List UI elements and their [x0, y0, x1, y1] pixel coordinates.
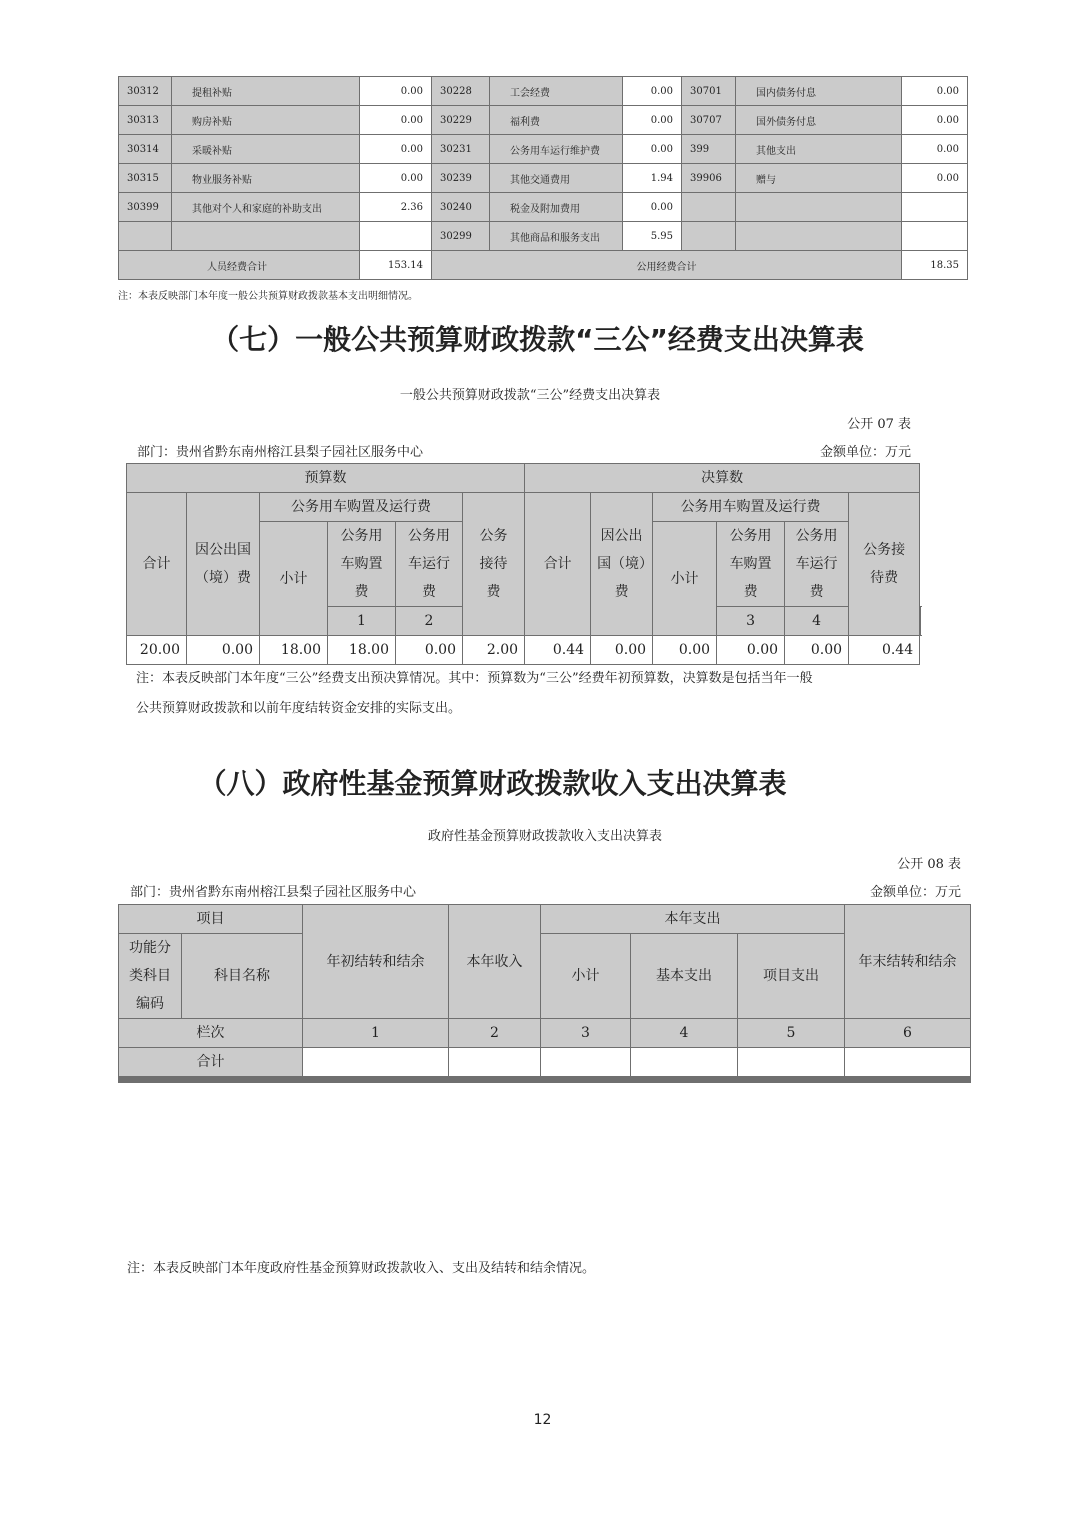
- table-cell: [360, 222, 432, 251]
- column-number: 2: [449, 1019, 541, 1048]
- budget-car-header: 公务用车购置及运行费: [260, 493, 463, 522]
- column-number: 5: [738, 1019, 845, 1048]
- value-cell: 0.44: [525, 636, 591, 665]
- final-header: 决算数: [525, 464, 920, 493]
- page-number: 12: [533, 1412, 552, 1428]
- basic-expenditure-table: [118, 76, 968, 280]
- column-number: 4: [785, 607, 849, 636]
- budget-car-subtotal-header: 小计: [260, 522, 328, 636]
- end-balance-header: 年末结转和结余: [845, 905, 971, 1019]
- table-cell: 30399: [119, 193, 172, 222]
- table-row: [119, 1082, 971, 1083]
- final-reception-header: 公务接待费: [849, 493, 920, 636]
- table-cell: [736, 222, 902, 251]
- table-cell: 其他对个人和家庭的补助支出: [172, 193, 360, 222]
- table-cell: 2.36: [360, 193, 432, 222]
- name-header: 科目名称: [182, 934, 303, 1019]
- expense-header: 本年支出: [541, 905, 845, 934]
- table-cell: 提租补贴: [172, 77, 360, 106]
- table-cell: 1.94: [623, 164, 682, 193]
- budget-abroad-header: 因公出国（境）费: [187, 493, 260, 636]
- empty-cell: [845, 1082, 971, 1083]
- column-number: 3: [717, 607, 785, 636]
- value-cell: 0.00: [785, 636, 849, 665]
- table-cell: 国内债务付息: [736, 77, 902, 106]
- table-cell: 0.00: [623, 106, 682, 135]
- table-cell: 0.00: [902, 77, 968, 106]
- section7-unit: 金额单位：万元: [819, 445, 911, 460]
- table-cell: 399: [682, 135, 736, 164]
- value-cell: 2.00: [463, 636, 525, 665]
- section8-dept: 部门：贵州省黔东南州榕江县梨子园社区服务中心: [130, 885, 417, 900]
- table-cell: 0.00: [902, 106, 968, 135]
- basic-expense-header: 基本支出: [631, 934, 738, 1019]
- gov-fund-table: [118, 904, 971, 1083]
- table-cell: 0.00: [623, 193, 682, 222]
- value-cell: 18.00: [260, 636, 328, 665]
- expense-subtotal-header: 小计: [541, 934, 631, 1019]
- table-row: [119, 77, 968, 106]
- table-cell: 30240: [432, 193, 490, 222]
- table-cell: 采暖补贴: [172, 135, 360, 164]
- empty-cell: [119, 1082, 182, 1083]
- empty-cell: [182, 1082, 303, 1083]
- table-cell: 0.00: [360, 164, 432, 193]
- table-cell: 国外债务付息: [736, 106, 902, 135]
- column-number: 4: [631, 1019, 738, 1048]
- value-cell: 20.00: [127, 636, 187, 665]
- value-cell: 0.00: [396, 636, 463, 665]
- column-number: 6: [845, 1019, 971, 1048]
- empty-cell: [631, 1082, 738, 1083]
- table-cell: 30231: [432, 135, 490, 164]
- table-cell: 30239: [432, 164, 490, 193]
- table-cell: 30314: [119, 135, 172, 164]
- final-car-buy-header: 公务用车购置费: [717, 522, 785, 607]
- total-label: 合计: [119, 1048, 303, 1077]
- final-car-header: 公务用车购置及运行费: [653, 493, 849, 522]
- table-cell: 福利费: [490, 106, 623, 135]
- table-cell: 30313: [119, 106, 172, 135]
- table-cell: 30312: [119, 77, 172, 106]
- table-cell: 30299: [432, 222, 490, 251]
- table-cell: 30229: [432, 106, 490, 135]
- table-cell: 0.00: [623, 135, 682, 164]
- table-row: [119, 106, 968, 135]
- table-cell: 购房补贴: [172, 106, 360, 135]
- section7-note-line1: 注：本表反映部门本年度“三公”经费支出预决算情况。其中：预算数为“三公”经费年初预算数，决算数是包括当年一般: [136, 671, 813, 686]
- value-cell: 0.44: [849, 636, 920, 665]
- budget-car-run-header: 公务用车运行费: [396, 522, 463, 607]
- budget-car-buy-header: 公务用车购置费: [328, 522, 396, 607]
- table-cell: 其他交通费用: [490, 164, 623, 193]
- table-row: [119, 193, 968, 222]
- table-cell: 物业服务补贴: [172, 164, 360, 193]
- table-cell: 其他商品和服务支出: [490, 222, 623, 251]
- project-expense-header: 项目支出: [738, 934, 845, 1019]
- section7-heading: （七）一般公共预算财政拨款“三公”经费支出决算表: [211, 323, 864, 356]
- values-row: [127, 636, 921, 665]
- section8-unit: 金额单位：万元: [869, 885, 961, 900]
- table-cell: 税金及附加费用: [490, 193, 623, 222]
- section7-table-title: 一般公共预算财政拨款“三公”经费支出决算表: [399, 388, 661, 403]
- section7-table-no: 公开 07 表: [847, 417, 911, 432]
- table-cell: 0.00: [902, 164, 968, 193]
- table-cell: [682, 193, 736, 222]
- table-cell: [172, 222, 360, 251]
- table-cell: 30315: [119, 164, 172, 193]
- table-cell: 0.00: [902, 135, 968, 164]
- table-cell: 0.00: [360, 135, 432, 164]
- value-cell: 0.00: [591, 636, 653, 665]
- table-cell: 公务用车运行维护费: [490, 135, 623, 164]
- table-cell: 5.95: [623, 222, 682, 251]
- income-header: 本年收入: [449, 905, 541, 1019]
- table-cell: [736, 193, 902, 222]
- item-header: 项目: [119, 905, 303, 934]
- table-cell: 39906: [682, 164, 736, 193]
- total-row: [119, 1048, 971, 1077]
- table-cell: [902, 222, 968, 251]
- personnel-total-value: 153.14: [360, 251, 432, 280]
- empty-cell: [303, 1082, 449, 1083]
- section8-table-no: 公开 08 表: [897, 857, 961, 872]
- personnel-total-label: 人员经费合计: [119, 251, 360, 280]
- code-header: 功能分类科目编码: [119, 934, 182, 1019]
- final-abroad-header: 因公出国（境）费: [591, 493, 653, 636]
- table-cell: 30228: [432, 77, 490, 106]
- table-cell: 0.00: [623, 77, 682, 106]
- value-cell: 18.00: [328, 636, 396, 665]
- public-total-value: 18.35: [902, 251, 968, 280]
- column-number: 3: [541, 1019, 631, 1048]
- column-number-row: [119, 1019, 971, 1048]
- column-number: 1: [303, 1019, 449, 1048]
- table-row: [119, 222, 968, 251]
- table-cell: 0.00: [360, 106, 432, 135]
- table-cell: 其他支出: [736, 135, 902, 164]
- table-row: [119, 164, 968, 193]
- section8-note: 注：本表反映部门本年度政府性基金预算财政拨款收入、支出及结转和结余情况。: [127, 1261, 596, 1276]
- final-total-header: 合计: [525, 493, 591, 636]
- budget-reception-header: 公务接待费: [463, 493, 525, 636]
- column-number: 2: [396, 607, 463, 636]
- budget-header: 预算数: [127, 464, 525, 493]
- public-total-label: 公用经费合计: [432, 251, 902, 280]
- table-cell: [119, 222, 172, 251]
- table-cell: 赠与: [736, 164, 902, 193]
- section8-table-title: 政府性基金预算财政拨款收入支出决算表: [427, 829, 662, 844]
- table-cell: 30701: [682, 77, 736, 106]
- budget-total-header: 合计: [127, 493, 187, 636]
- row-index-label: 栏次: [119, 1019, 303, 1048]
- table-cell: [902, 193, 968, 222]
- value-cell: 0.00: [187, 636, 260, 665]
- table-row: [119, 135, 968, 164]
- section8-heading: （八）政府性基金预算财政拨款收入支出决算表: [198, 767, 787, 800]
- empty-cell: [449, 1082, 541, 1083]
- final-car-run-header: 公务用车运行费: [785, 522, 849, 607]
- totals-row: [119, 251, 968, 280]
- table-cell: 工会经费: [490, 77, 623, 106]
- three-public-expenses-table: [126, 463, 921, 665]
- final-car-subtotal-header: 小计: [653, 522, 717, 636]
- table1-note: 注：本表反映部门本年度一般公共预算财政拨款基本支出明细情况。: [118, 291, 418, 302]
- table-cell: [682, 222, 736, 251]
- section7-dept: 部门：贵州省黔东南州榕江县梨子园社区服务中心: [137, 445, 424, 460]
- table-cell: 0.00: [360, 77, 432, 106]
- basic-expenditure-rows: [119, 77, 968, 251]
- value-cell: 0.00: [653, 636, 717, 665]
- empty-rows: [119, 1077, 971, 1083]
- table-cell: 30707: [682, 106, 736, 135]
- empty-cell: [738, 1082, 845, 1083]
- column-number: 1: [328, 607, 396, 636]
- begin-balance-header: 年初结转和结余: [303, 905, 449, 1019]
- empty-cell: [541, 1082, 631, 1083]
- value-cell: 0.00: [717, 636, 785, 665]
- section7-note-line2: 公共预算财政拨款和以前年度结转资金安排的实际支出。: [136, 701, 462, 716]
